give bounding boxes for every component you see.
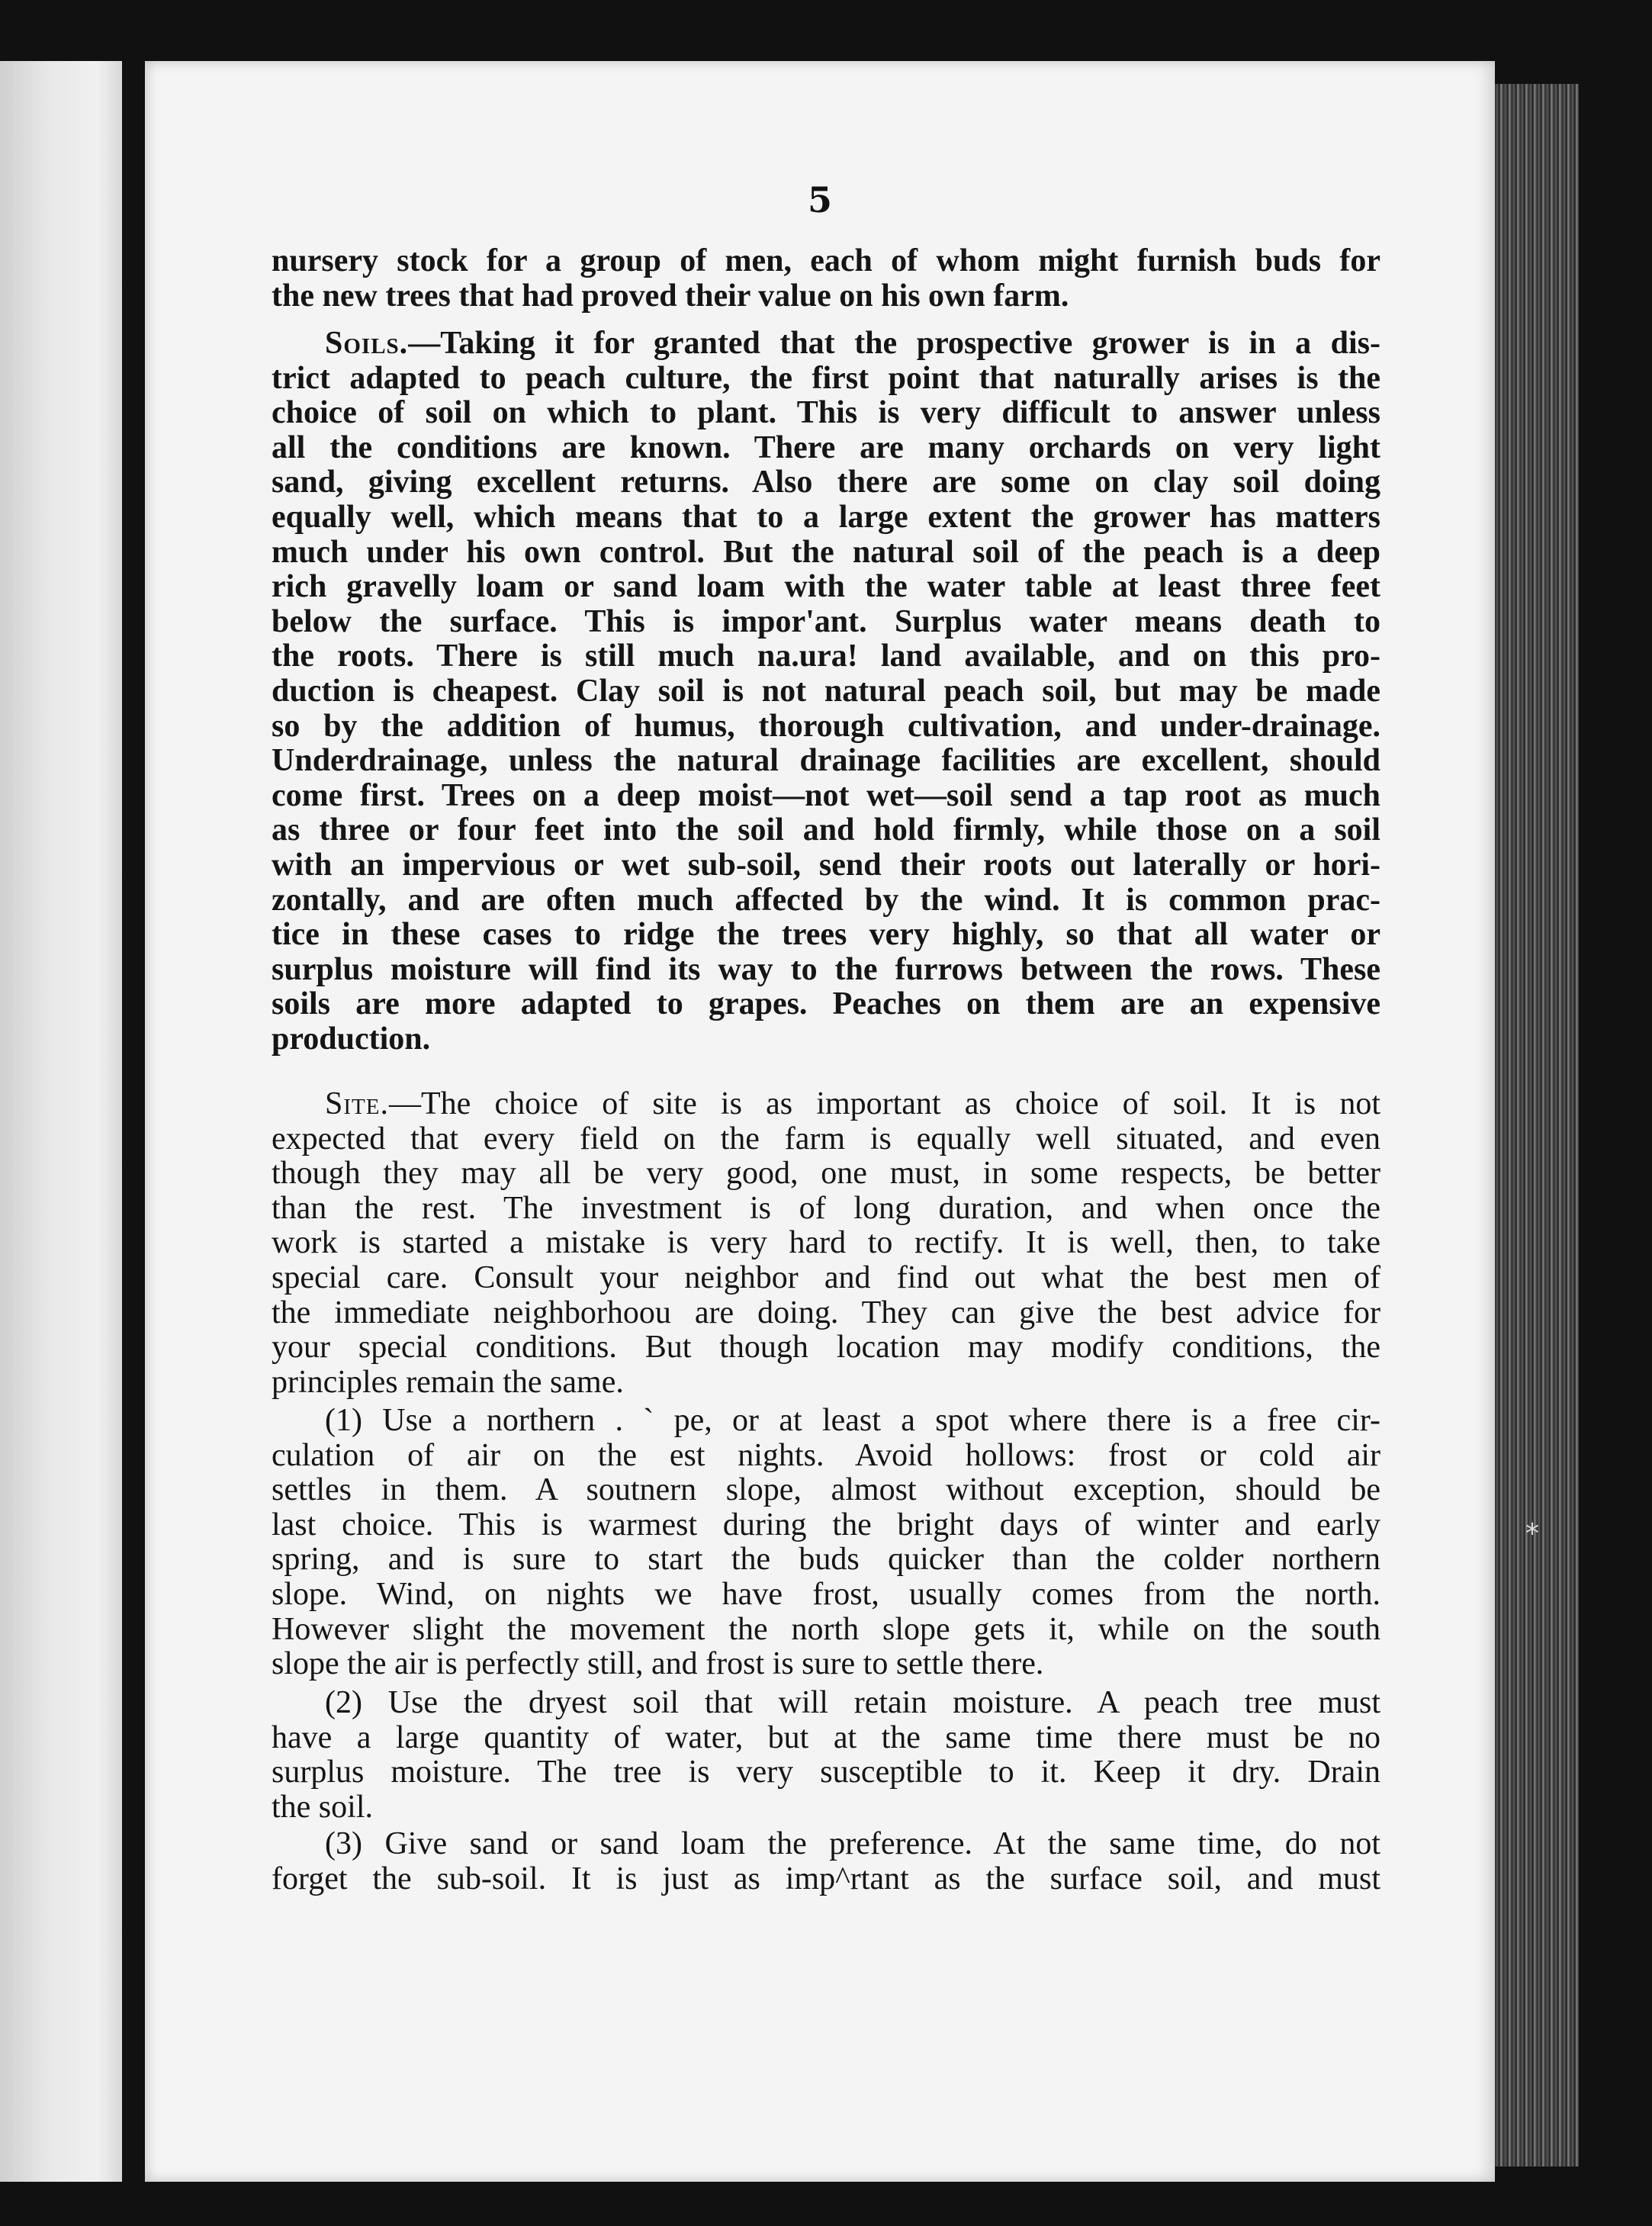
- text-line: the immediate neighborhoou are doing. They can give the best advice for: [272, 1295, 1380, 1330]
- section-heading-site: Site.: [325, 1087, 389, 1121]
- text-line: slope. Wind, on nights we have frost, usually comes from the north.: [272, 1577, 1380, 1612]
- text-line: nursery stock for a group of men, each of whom might furnish buds for: [272, 244, 1380, 278]
- text-line: below the surface. This is impor'ant. Surplus water means death to: [272, 604, 1380, 639]
- text-line: have a large quantity of water, but at the same time there must be no: [272, 1720, 1380, 1755]
- text-line: come first. Trees on a deep moist—not wet—soil send a tap root as much: [272, 778, 1380, 813]
- binding-mark: [124, 256, 131, 286]
- text-fragment: —The choice of site is as important as choice of soil. It is not: [388, 1087, 1380, 1121]
- binding-mark: [124, 839, 131, 877]
- text-line: settles in them. A soutnern slope, almost without exception, should be: [272, 1473, 1380, 1508]
- text-line: with an impervious or wet sub-soil, send their roots out laterally or hori-: [272, 848, 1380, 883]
- text-line: tice in these cases to ridge the trees very highly, so that all water or: [272, 918, 1380, 953]
- text-line: work is started a mistake is very hard to rectify. It is well, then, to take: [272, 1226, 1380, 1261]
- section-heading-soils: Soils.: [325, 327, 409, 361]
- text-line: your special conditions. But though location may modify conditions, the: [272, 1330, 1380, 1366]
- text-line: equally well, which means that to a large extent the grower has matters: [272, 500, 1380, 535]
- text-line: (2) Use the dryest soil that will retain moisture. A peach tree must: [325, 1686, 1380, 1720]
- paragraph-soils: [272, 327, 1380, 1057]
- text-line: though they may all be very good, one must, in some respects, be better: [272, 1156, 1380, 1192]
- paragraph-rule-2: [272, 1686, 1380, 1825]
- binding-mark: [124, 1911, 131, 1934]
- book-edge: [1495, 84, 1579, 2166]
- paragraph-site: [272, 1087, 1380, 1400]
- text-line: forget the sub-soil. It is just as imp^rtant as the surface soil, and must: [272, 1861, 1380, 1896]
- text-line: [272, 327, 1380, 362]
- text-line: slope the air is perfectly still, and frost is sure to settle there.: [272, 1647, 1044, 1682]
- text-line: production.: [272, 1021, 431, 1057]
- text-line: sand, giving excellent returns. Also there are some on clay soil doing: [272, 465, 1380, 500]
- text-line: than the rest. The investment is of long duration, and when once the: [272, 1191, 1380, 1226]
- paragraph-rule-1: [272, 1404, 1380, 1682]
- binding-mark: [124, 1671, 131, 1705]
- text-line: surplus moisture. The tree is very susceptible to it. Keep it dry. Drain: [272, 1755, 1380, 1790]
- book-page: [145, 61, 1495, 2182]
- text-line: (3) Give sand or sand loam the preference. At the same time, do not: [325, 1827, 1380, 1861]
- text-line: the soil.: [272, 1790, 373, 1825]
- text-line: principles remain the same.: [272, 1365, 624, 1400]
- text-line: zontally, and are often much affected by the wind. It is common prac-: [272, 883, 1380, 918]
- text-line: as three or four feet into the soil and hold firmly, while those on a soil: [272, 813, 1380, 848]
- text-line: (1) Use a northern . ` pe, or at least a spot where there is a free cir-: [325, 1404, 1380, 1438]
- binding-mark: [124, 549, 131, 587]
- text-line: last choice. This is warmest during the bright days of winter and early: [272, 1507, 1380, 1542]
- text-line: special care. Consult your neighbor and find out what the best men of: [272, 1260, 1380, 1295]
- text-line: spring, and is sure to start the buds quicker than the colder northern: [272, 1542, 1380, 1578]
- text-line: the new trees that had proved their value on his own farm.: [272, 278, 1069, 314]
- text-line: much under his own control. But the natural soil of the peach is a deep: [272, 535, 1380, 570]
- text-line: surplus moisture will find its way to the furrows between the rows. These: [272, 952, 1380, 987]
- text-line: However slight the movement the north slope gets it, while on the south: [272, 1612, 1380, 1647]
- text-line: so by the addition of humus, thorough cultivation, and under-drainage.: [272, 709, 1380, 744]
- text-line: Underdrainage, unless the natural drainage facilities are excellent, should: [272, 744, 1380, 779]
- binding-mark: [124, 1121, 131, 1167]
- text-line: duction is cheapest. Clay soil is not natural peach soil, but may be made: [272, 674, 1380, 709]
- page-number: 5: [807, 179, 832, 220]
- text-line: [272, 1087, 1380, 1122]
- edge-speck: *: [1525, 1518, 1539, 1549]
- text-line: soils are more adapted to grapes. Peaches on them are an expensive: [272, 987, 1380, 1022]
- text-line: all the conditions are known. There are many orchards on very light: [272, 430, 1380, 465]
- text-line: choice of soil on which to plant. This is very difficult to answer unless: [272, 396, 1380, 431]
- text-line: culation of air on the est nights. Avoid hollows: frost or cold air: [272, 1438, 1380, 1473]
- text-line: rich gravelly loam or sand loam with the water table at least three feet: [272, 570, 1380, 605]
- paragraph-intro: [272, 244, 1380, 314]
- text-line: trict adapted to peach culture, the first point that naturally arises is the: [272, 361, 1380, 396]
- paragraph-rule-3: [272, 1827, 1380, 1896]
- text-fragment: —Taking it for granted that the prospective grower is in a dis-: [408, 327, 1380, 361]
- left-page-edge: [0, 61, 122, 2182]
- text-line: the roots. There is still much na.ura! land available, and on this pro-: [272, 639, 1380, 674]
- text-line: expected that every field on the farm is equally well situated, and even: [272, 1121, 1380, 1156]
